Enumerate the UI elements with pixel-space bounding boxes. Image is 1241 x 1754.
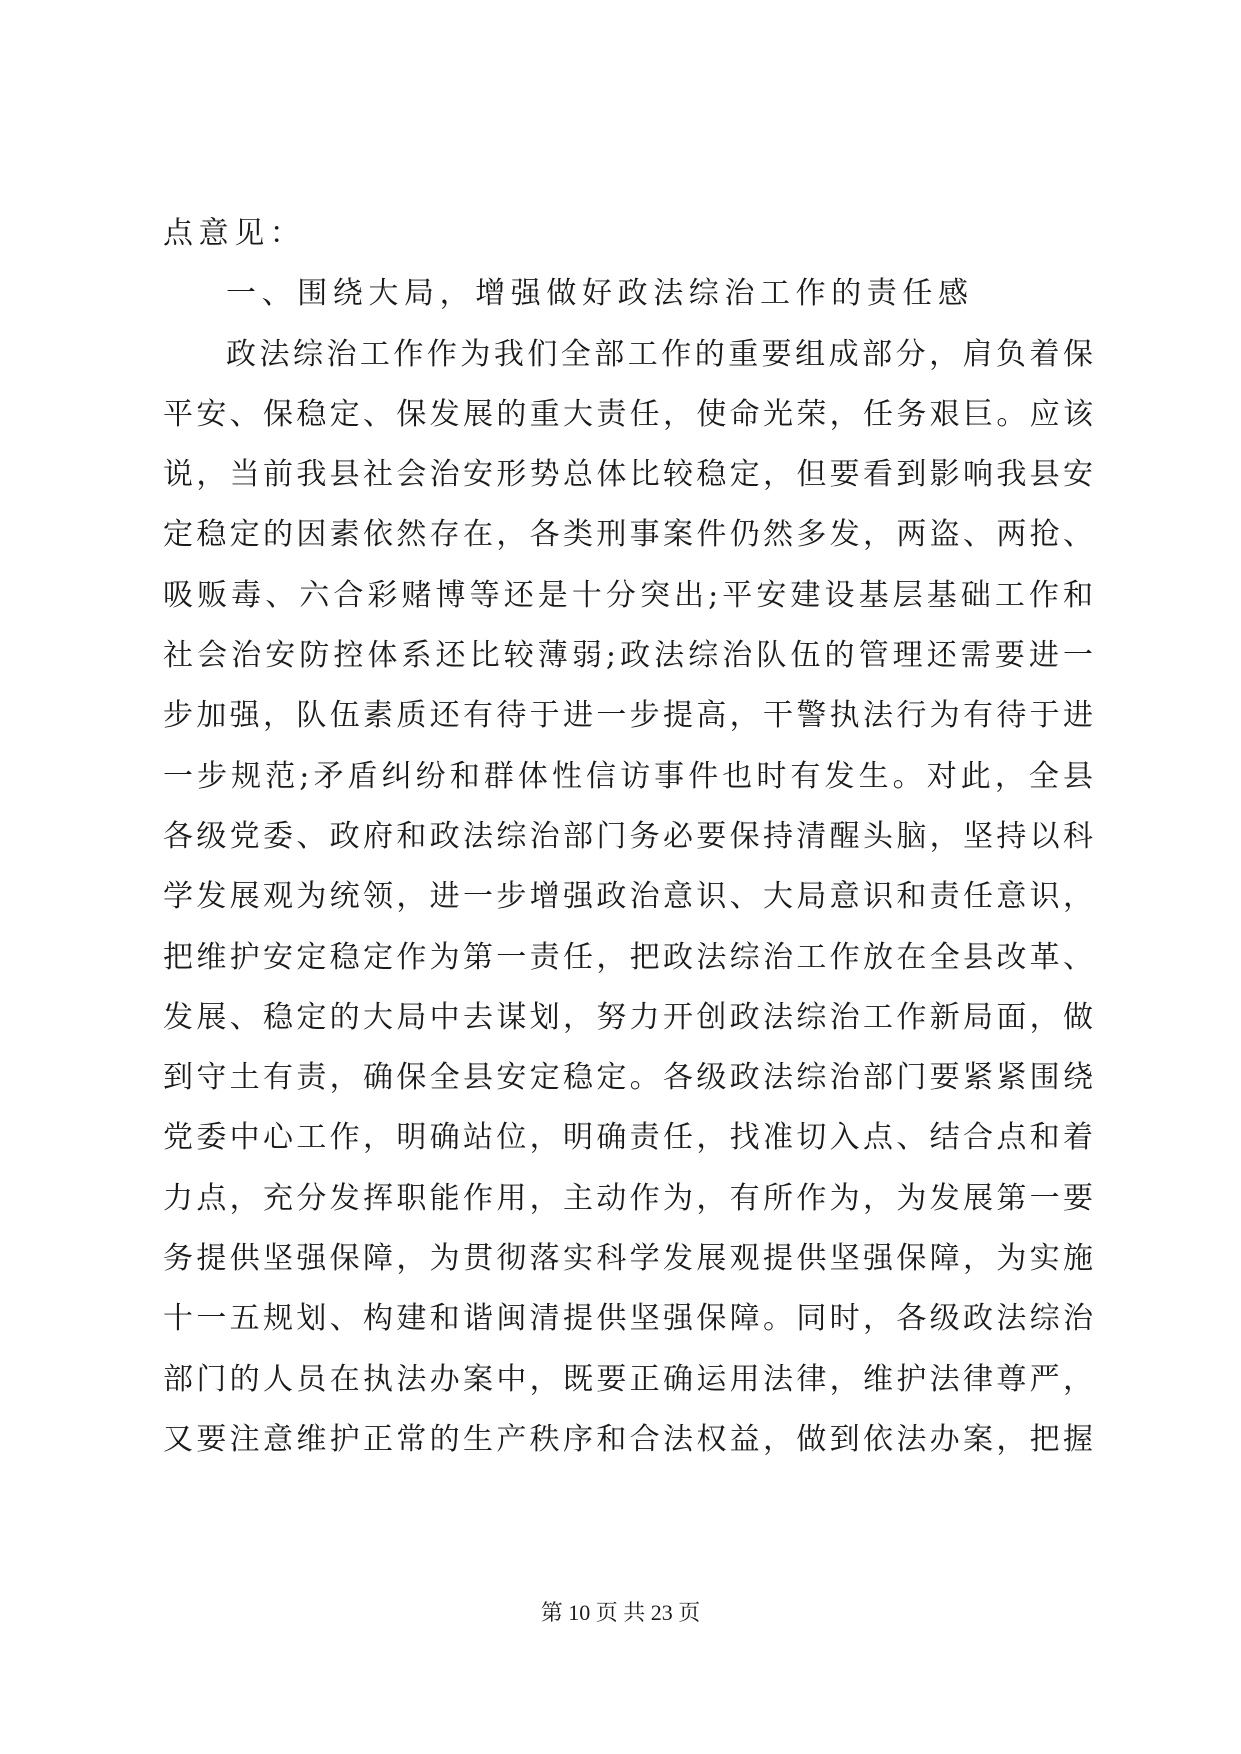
text-line: 发展、稳定的大局中去谋划，努力开创政法综治工作新局面，做 xyxy=(163,999,1093,1035)
text-line: 各级党委、政府和政法综治部门务必要保持清醒头脑，坚持以科 xyxy=(163,818,1093,854)
paragraph-first-line: 政法综治工作作为我们全部工作的重要组成部分，肩负着保 xyxy=(226,336,1093,372)
text-line: 十一五规划、构建和谐闽清提供坚强保障。同时，各级政法综治 xyxy=(163,1301,1093,1337)
text-line: 社会治安防控体系还比较薄弱;政法综治队伍的管理还需要进一 xyxy=(163,638,1093,674)
text-line: 力点，充分发挥职能作用，主动作为，有所作为，为发展第一要 xyxy=(163,1180,1093,1216)
text-line: 一步规范;矛盾纠纷和群体性信访事件也时有发生。对此，全县 xyxy=(163,758,1093,794)
document-body xyxy=(163,204,1093,1470)
text-line: 学发展观为统领，进一步增强政治意识、大局意识和责任意识， xyxy=(163,879,1093,915)
text-line: 平安、保稳定、保发展的重大责任，使命光荣，任务艰巨。应该 xyxy=(163,396,1093,432)
section-heading: 一、围绕大局，增强做好政法综治工作的责任感 xyxy=(226,276,974,312)
text-line: 部门的人员在执法办案中，既要正确运用法律，维护法律尊严， xyxy=(163,1361,1093,1397)
text-line: 吸贩毒、六合彩赌博等还是十分突出;平安建设基层基础工作和 xyxy=(163,577,1093,613)
text-line: 党委中心工作，明确站位，明确责任，找准切入点、结合点和着 xyxy=(163,1120,1093,1156)
text-line: 到守土有责，确保全县安定稳定。各级政法综治部门要紧紧围绕 xyxy=(163,1060,1093,1096)
page-number-footer: 第 10 页 共 23 页 xyxy=(540,1600,701,1625)
text-line: 务提供坚强保障，为贯彻落实科学发展观提供坚强保障，为实施 xyxy=(163,1241,1093,1277)
text-line: 说，当前我县社会治安形势总体比较稳定，但要看到影响我县安 xyxy=(163,457,1093,493)
text-line: 把维护安定稳定作为第一责任，把政法综治工作放在全县改革、 xyxy=(163,939,1093,975)
text-line: 步加强，队伍素质还有待于进一步提高，干警执法行为有待于进 xyxy=(163,698,1093,734)
text-line: 定稳定的因素依然存在，各类刑事案件仍然多发，两盗、两抢、 xyxy=(163,517,1093,553)
text-line: 点意见： xyxy=(163,216,306,251)
text-line: 又要注意维护正常的生产秩序和合法权益，做到依法办案，把握 xyxy=(163,1421,1093,1457)
